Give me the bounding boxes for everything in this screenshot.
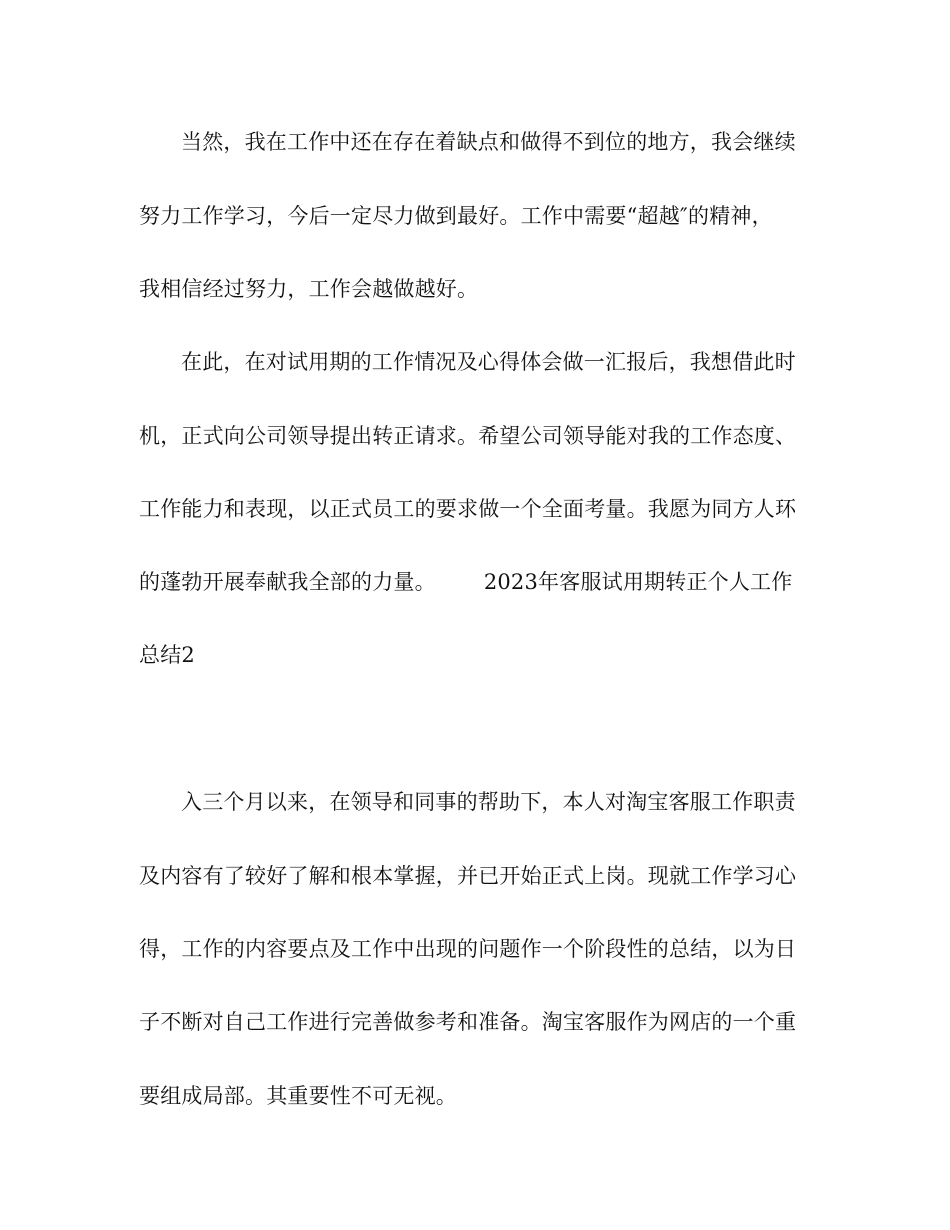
section-title-part-2: 总结2 [139,643,195,667]
paragraph-3-line-3: 得，工作的内容要点及工作中出现的问题作一个阶段性的总结，以为日 [139,937,797,961]
section-title-part-1: 2023年客服试用期转正个人工作 [483,570,793,594]
paragraph-2-line-1: 在此，在对试用期的工作情况及心得体会做一汇报后，我想借此时 [181,350,796,374]
paragraph-1-line-2: 努力工作学习，今后一定尽力做到最好。工作中需要“超越″的精神， [139,204,773,228]
paragraph-2-line-2: 机，正式向公司领导提出转正请求。希望公司领导能对我的工作态度、 [139,424,797,448]
paragraph-2-line-4 [139,565,819,599]
paragraph-1-line-1: 当然，我在工作中还在存在着缺点和做得不到位的地方，我会继续 [181,130,796,154]
paragraph-1-line-3: 我相信经过努力，工作会越做越好。 [139,277,479,301]
paragraph-3-line-1: 入三个月以来，在领导和同事的帮助下，本人对淘宝客服工作职责 [181,790,796,814]
paragraph-2-last-text: 的蓬勃开展奉献我全部的力量。 [139,570,436,594]
paragraph-2-line-3: 工作能力和表现，以正式员工的要求做一个全面考量。我愿为同方人环 [139,497,797,521]
paragraph-3-line-4: 子不断对自己工作进行完善做参考和准备。淘宝客服作为网店的一个重 [139,1010,797,1034]
paragraph-3-line-5: 要组成局部。其重要性不可无视。 [139,1084,457,1108]
paragraph-3-line-2: 及内容有了较好了解和根本掌握，并已开始正式上岗。现就工作学习心 [139,864,797,888]
